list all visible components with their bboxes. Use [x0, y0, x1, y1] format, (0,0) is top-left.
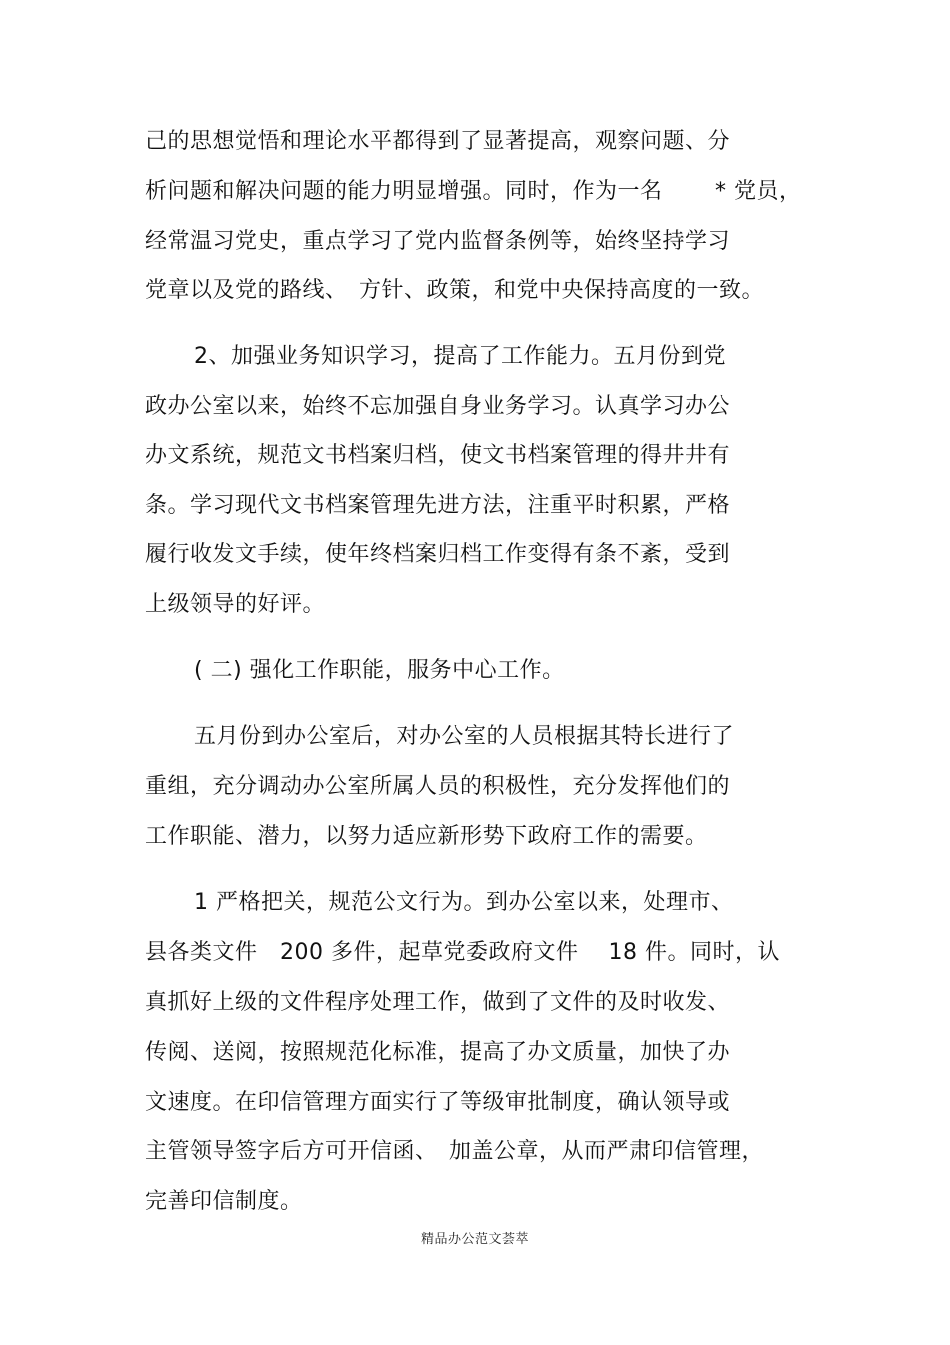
text-line: 己的思想觉悟和理论水平都得到了显著提高，观察问题、分	[145, 129, 731, 154]
text-line: 传阅、送阅，按照规范化标准，提高了办文质量，加快了办	[145, 1040, 731, 1065]
text-line: 五月份到办公室后，对办公室的人员根据其特长进行了	[194, 724, 735, 749]
text-line: 2、加强业务知识学习，提高了工作能力。五月份到党	[194, 344, 726, 369]
text-line: 政办公室以来，始终不忘加强自身业务学习。认真学习办公	[145, 394, 731, 419]
text-line: 党章以及党的路线、 方针、政策，和党中央保持高度的一致。	[145, 278, 765, 303]
text-line: 上级领导的好评。	[145, 592, 326, 617]
text-line: 析问题和解决问题的能力明显增强。同时，作为一名 * 党员，	[145, 179, 802, 204]
text-line: 完善印信制度。	[145, 1189, 303, 1214]
text-line: 条。学习现代文书档案管理先进方法，注重平时积累，严格	[145, 493, 731, 518]
text-line: 真抓好上级的文件程序处理工作，做到了文件的及时收发、	[145, 990, 731, 1015]
text-line: 工作职能、潜力，以努力适应新形势下政府工作的需要。	[145, 824, 708, 849]
text-line: 办文系统，规范文书档案归档，使文书档案管理的得井井有	[145, 443, 731, 468]
text-line: 经常温习党史，重点学习了党内监督条例等，始终坚持学习	[145, 229, 731, 254]
text-line: 文速度。在印信管理方面实行了等级审批制度，确认领导或	[145, 1090, 731, 1115]
text-line: 县各类文件 200 多件，起草党委政府文件 18 件。同时，认	[145, 940, 780, 965]
text-line: 履行收发文手续，使年终档案归档工作变得有条不紊，受到	[145, 542, 731, 567]
page-footer: 精品办公范文荟萃	[420, 1232, 529, 1247]
text-line: ( 二) 强化工作职能，服务中心工作。	[194, 658, 565, 683]
text-line: 重组，充分调动办公室所属人员的积极性，充分发挥他们的	[145, 774, 731, 799]
text-line: 1 严格把关，规范公文行为。到办公室以来，处理市、	[194, 890, 734, 915]
text-line: 主管领导签字后方可开信函、 加盖公章，从而严肃印信管理，	[145, 1139, 765, 1164]
